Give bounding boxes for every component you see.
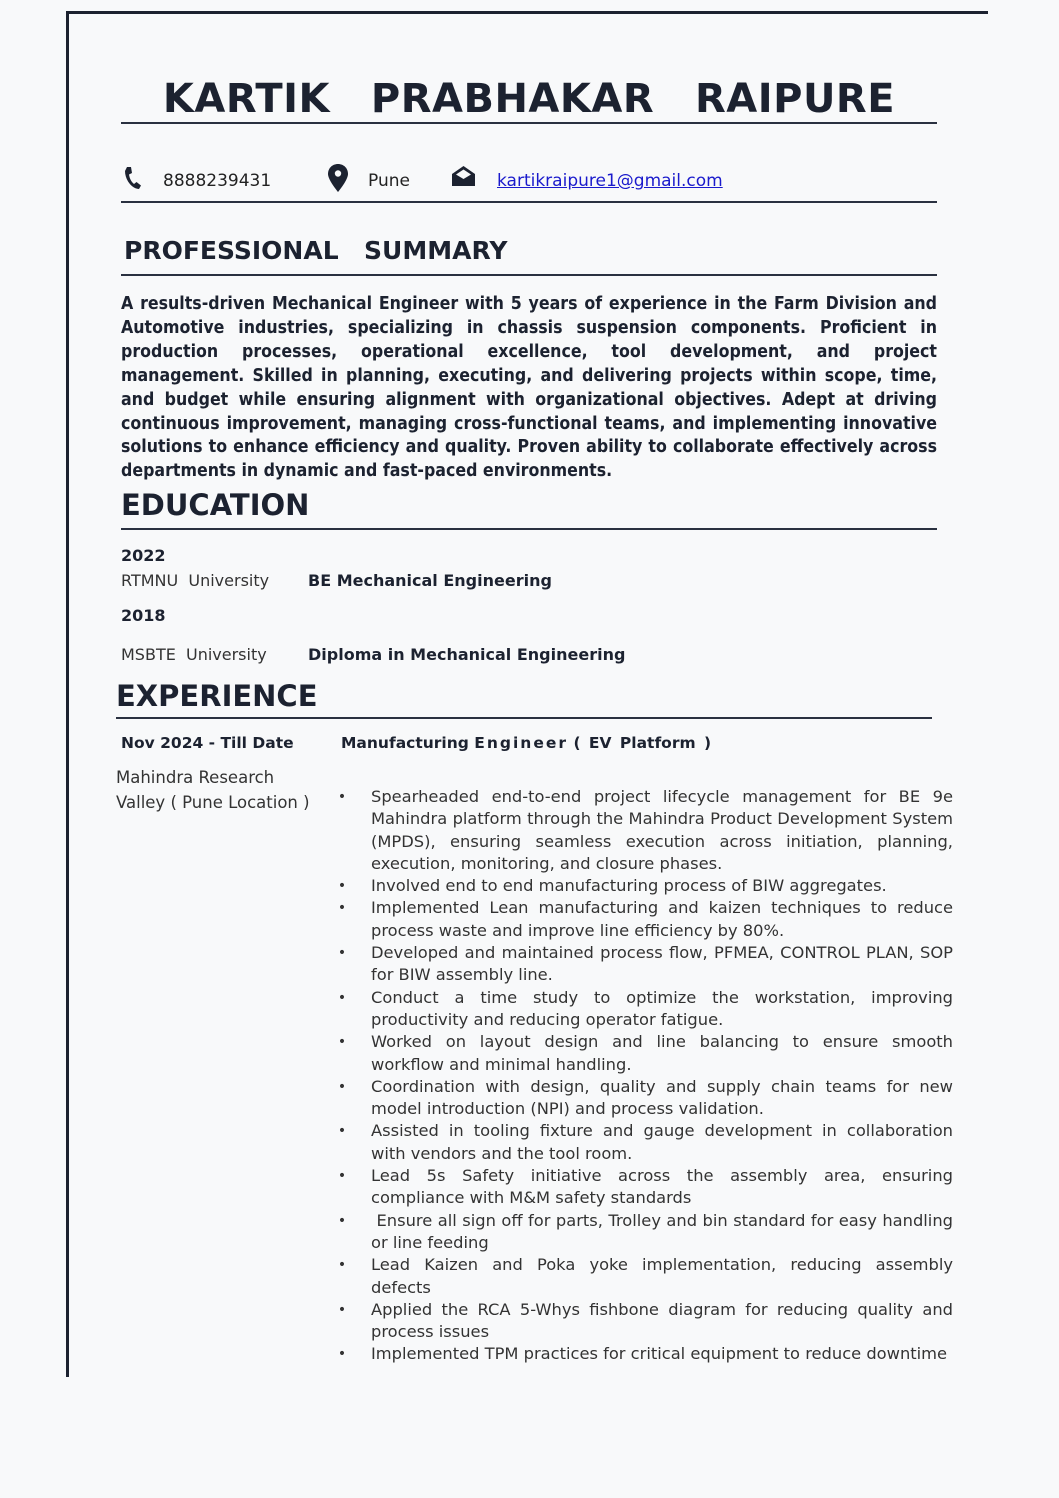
job-responsibilities: [337, 786, 959, 1366]
location: Pune: [368, 171, 410, 191]
responsibility-text: Spearheaded end-to-end project lifecycle management for BE 9e Mahindra platform through the Mahindra Product Development System (MPDS), ensuring seamless execution across initiation, planning, execution, monitoring, and closure phases.: [371, 787, 959, 873]
education-year: 2018: [121, 606, 166, 625]
bullet-dot-icon: •: [337, 1212, 347, 1229]
experience-divider: [116, 717, 932, 719]
bullet-dot-icon: •: [337, 1034, 347, 1051]
responsibility-text: Ensure all sign off for parts, Trolley and bin standard for easy handling or line feeding: [371, 1210, 959, 1252]
open-envelope-icon: [451, 165, 476, 191]
bullet-dot-icon: •: [337, 945, 347, 962]
map-pin-icon: [327, 163, 349, 197]
job-title-suffix: ( EV Platform ): [573, 734, 712, 752]
responsibility-item: [337, 1210, 959, 1255]
responsibility-text: Lead Kaizen and Poka yoke implementation, reducing assembly defects: [371, 1255, 959, 1297]
bullet-dot-icon: •: [337, 878, 347, 895]
bullet-dot-icon: •: [337, 1346, 347, 1363]
name-divider: [121, 122, 937, 124]
education-divider: [121, 528, 937, 530]
job-dates: Nov 2024 - Till Date: [121, 734, 294, 752]
education-year: 2022: [121, 546, 166, 565]
responsibility-item: [337, 1254, 959, 1299]
responsibility-text: Implemented Lean manufacturing and kaizen techniques to reduce process waste and improve line efficiency by 80%.: [371, 898, 959, 940]
responsibility-text: Worked on layout design and line balancing to ensure smooth workflow and minimal handling.: [371, 1032, 959, 1074]
bullet-dot-icon: •: [337, 1257, 347, 1274]
education-university: RTMNU University: [121, 571, 270, 590]
bullet-dot-icon: •: [337, 1301, 347, 1318]
responsibility-text: Implemented TPM practices for critical equipment to reduce downtime: [371, 1344, 948, 1364]
responsibility-item: [337, 1343, 953, 1365]
bullet-dot-icon: •: [337, 1078, 347, 1095]
job-title-role: Engineer: [474, 734, 569, 752]
education-degree: BE Mechanical Engineering: [308, 571, 552, 590]
responsibility-text: Involved end to end manufacturing process of BIW aggregates.: [371, 876, 887, 896]
responsibility-item: [337, 897, 959, 942]
responsibility-item: [337, 1299, 959, 1344]
bullet-dot-icon: •: [337, 989, 347, 1006]
page-frame-left-border: [66, 11, 69, 1377]
responsibility-text: Conduct a time study to optimize the workstation, improving productivity and reducing operator fatigue.: [371, 987, 959, 1029]
responsibility-item: [337, 1120, 959, 1165]
education-university: MSBTE University: [121, 645, 267, 664]
phone-icon: [123, 166, 143, 194]
education-degree: Diploma in Mechanical Engineering: [308, 645, 626, 664]
bullet-dot-icon: •: [337, 1123, 347, 1140]
responsibility-text: Developed and maintained process flow, PFMEA, CONTROL PLAN, SOP for BIW assembly line.: [371, 943, 959, 985]
bullet-dot-icon: •: [337, 789, 347, 805]
contact-divider: [121, 201, 937, 203]
responsibility-item: [337, 987, 959, 1032]
responsibility-item: [337, 942, 959, 987]
job-title: [341, 733, 711, 753]
responsibility-item: [337, 875, 953, 897]
responsibility-text: Lead 5s Safety initiative across the assembly area, ensuring compliance with M&M safety standards: [371, 1166, 959, 1208]
email-link[interactable]: kartikraipure1@gmail.com: [497, 171, 723, 191]
page-frame-top-border: [66, 11, 988, 14]
experience-heading: EXPERIENCE: [116, 679, 318, 713]
summary-heading: PROFESSIONAL SUMMARY: [124, 236, 508, 265]
job-title-prefix: Manufacturing: [341, 734, 469, 752]
bullet-dot-icon: •: [337, 1168, 347, 1185]
summary-divider: [121, 274, 937, 276]
bullet-dot-icon: •: [337, 900, 347, 917]
education-heading: EDUCATION: [121, 488, 310, 522]
responsibility-text: Applied the RCA 5-Whys fishbone diagram for reducing quality and process issues: [371, 1299, 959, 1342]
responsibility-item: [337, 1165, 959, 1210]
responsibility-text: Coordination with design, quality and supply chain teams for new model introduction (NPI) and process validation.: [371, 1076, 959, 1119]
summary-text: A results-driven Mechanical Engineer with 5 years of experience in the Farm Division and Automotive industries, specializing in chassis suspension components. Proficient in production processes, operational excellence, tool development, and project management. Skilled in planning, executing, and delivering projects within scope, time, and budget while ensuring alignment with organizational objectives. Adept at driving continuous improvement, managing cross-functional teams, and implementing innovative solutions to enhance efficiency and quality. Proven ability to collaborate effectively across departments in dynamic and fast-paced environments.: [121, 294, 937, 482]
phone-number: 8888239431: [163, 171, 272, 191]
candidate-name: KARTIK PRABHAKAR RAIPURE: [162, 76, 896, 122]
job-company: Mahindra Research Valley ( Pune Location ): [116, 768, 310, 812]
responsibility-item: [337, 1031, 959, 1076]
responsibility-item: [337, 1076, 959, 1121]
responsibility-item: [337, 786, 959, 875]
responsibility-text: Assisted in tooling fixture and gauge development in collaboration with vendors and the tool room.: [371, 1121, 959, 1163]
